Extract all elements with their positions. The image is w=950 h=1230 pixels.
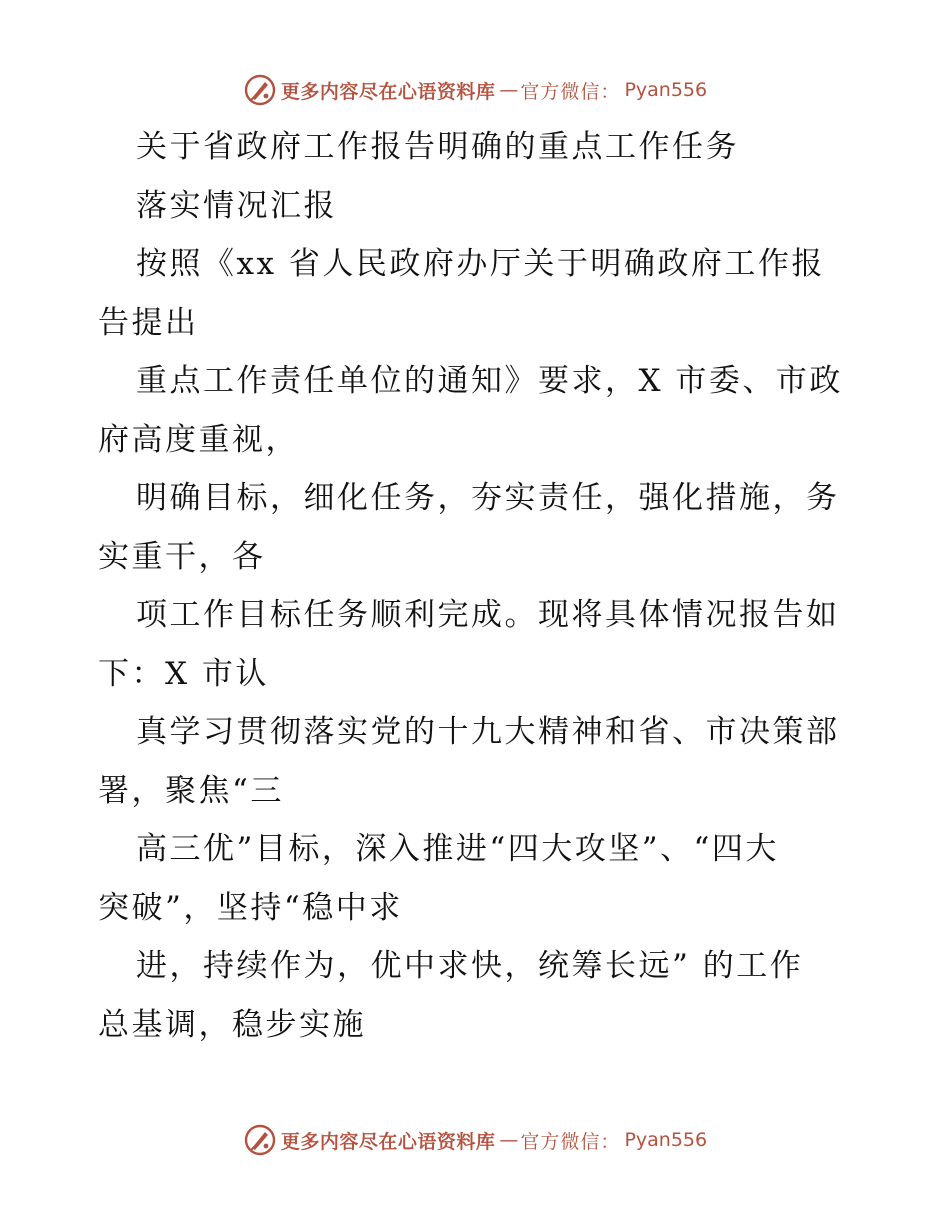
paragraph-line: 署，聚焦“三 xyxy=(98,772,284,809)
paragraph-line: 重点工作责任单位的通知》要求，X 市委、市政 xyxy=(136,363,843,399)
watermark-wechat-id: Pyan556 xyxy=(624,1129,708,1151)
paragraph-line: 项工作目标任务顺利完成。现将具体情况报告如 xyxy=(136,597,840,633)
footer-watermark xyxy=(0,1120,950,1160)
paragraph-line: 按照《xx 省人民政府办厅关于明确政府工作报 xyxy=(136,246,825,282)
paragraph-line: 告提出 xyxy=(98,304,199,341)
paragraph-line: 高三优”目标，深入推进“四大攻坚”、“四大 xyxy=(136,831,779,867)
quill-logo-icon xyxy=(243,1123,277,1157)
watermark-wechat-label: 官方微信： xyxy=(520,1130,621,1153)
paragraph-line: 总基调，稳步实施 xyxy=(98,1006,366,1043)
watermark-site-text: 更多内容尽在心语资料库 xyxy=(280,80,496,103)
document-title-line-1: 关于省政府工作报告明确的重点工作任务 xyxy=(136,129,739,165)
watermark-site-text: 更多内容尽在心语资料库 xyxy=(280,1130,496,1153)
paragraph-line: 实重干，各 xyxy=(98,538,266,575)
paragraph-line: 进，持续作为，优中求快，统筹长远” 的工作 xyxy=(136,948,804,984)
watermark-dash: — xyxy=(499,1129,517,1151)
paragraph-line: 真学习贯彻落实党的十九大精神和省、市决策部 xyxy=(136,714,840,750)
quill-logo-icon xyxy=(243,73,277,107)
watermark-wechat-id: Pyan556 xyxy=(624,79,708,101)
paragraph-line: 明确目标，细化任务，夯实责任，强化措施，务 xyxy=(136,480,840,516)
document-body xyxy=(98,118,868,1054)
header-watermark xyxy=(0,70,950,110)
paragraph-line: 府高度重视， xyxy=(98,421,299,458)
paragraph-line: 下：X 市认 xyxy=(98,655,269,692)
document-title-line-2: 落实情况汇报 xyxy=(136,187,337,224)
watermark-dash: — xyxy=(499,79,517,101)
watermark-wechat-label: 官方微信： xyxy=(520,80,621,103)
paragraph-line: 突破”，坚持“稳中求 xyxy=(98,889,403,926)
